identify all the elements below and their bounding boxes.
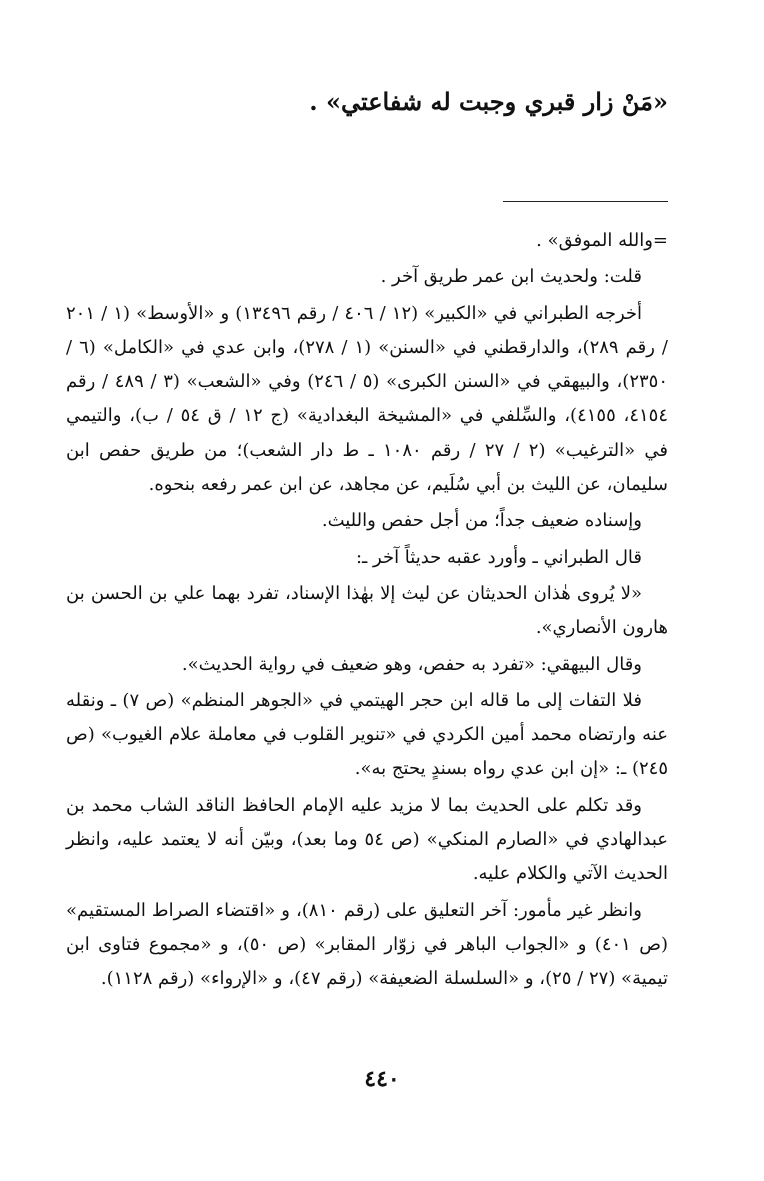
footnote-paragraph-tabarani: قال الطبراني ـ وأورد عقبه حديثاً آخر ـ: — [355, 546, 642, 568]
footnote-paragraph: قلت: ولحديث ابن عمر طريق آخر . — [380, 266, 642, 288]
footnote-separator — [503, 201, 668, 202]
hadith-heading: «مَنْ زار قبري وجبت له شفاعتي» . — [309, 87, 668, 116]
footnote-paragraph-quote: «لا يُروى هٰذان الحديثان عن ليث إلا بهٰذا الإسناد، تفرد بهما علي بن الحسن بن هارون الأنصاري». — [66, 582, 668, 639]
footnote-paragraph-ibn-abdulhadi: وقد تكلم على الحديث بما لا مزيد عليه الإمام الحافظ الناقد الشاب محمد بن عبدالهادي في «الصارم المنكي» (ص ٥٤ وما بعد)، وبيّن أنه لا يعتمد عليه، وانظر الحديث الآتي والكلام عليه. — [66, 794, 668, 885]
footnote-paragraph-grading: وإسناده ضعيف جداً؛ من أجل حفص والليث. — [321, 510, 642, 532]
footnote-paragraph-references: وانظر غير مأمور: آخر التعليق على (رقم ٨١٠)، و «اقتضاء الصراط المستقيم» (ص ٤٠١) و «الجواب الباهر في زوّار المقابر» (ص ٥٠)، و «مجموع فتاوى ابن تيمية» (٢٧ / ٢٥)، و «السلسلة الضعيفة» (رقم ٤٧)، و «الإرواء» (رقم ١١٢٨). — [66, 899, 668, 990]
page-number: ٤٤٠ — [364, 1066, 400, 1092]
footnote-paragraph-bayhaqi: وقال البيهقي: «تفرد به حفص، وهو ضعيف في رواية الحديث». — [181, 653, 642, 675]
footnote-paragraph-continuation: =والله الموفق» . — [536, 230, 668, 251]
footnote-paragraph-takhrij: أخرجه الطبراني في «الكبير» (١٢ / ٤٠٦ / رقم ١٣٤٩٦) و «الأوسط» (١ / ٢٠١ / رقم ٢٨٩)، والدارقطني في «السنن» (١ / ٢٧٨)، وابن عدي في «الكامل» (٦ / ٢٣٥٠)، والبيهقي في «السنن الكبرى» (٥ / ٢٤٦) وفي «الشعب» (٣ / ٤٨٩ / رقم ٤١٥٤، ٤١٥٥)، والسِّلفي في «المشيخة البغدادية» (ج ١٢ / ق ٥٤ / ب)، والتيمي في «الترغيب» (٢ / ٢٧ / رقم ١٠٨٠ ـ ط دار الشعب)؛ من طريق حفص ابن سليمان، عن الليث بن أبي سُلَيم، عن مجاهد، عن ابن عمر رفعه بنحوه. — [66, 302, 668, 496]
footnote-paragraph-haytami: فلا التفات إلى ما قاله ابن حجر الهيتمي في «الجوهر المنظم» (ص ٧) ـ ونقله عنه وارتضاه محمد أمين الكردي في «تنوير القلوب في معاملة علام الغيوب» (ص ٢٤٥) ـ: «إن ابن عدي رواه بسندٍ يحتج به». — [66, 689, 668, 780]
footnote-body — [66, 224, 668, 999]
